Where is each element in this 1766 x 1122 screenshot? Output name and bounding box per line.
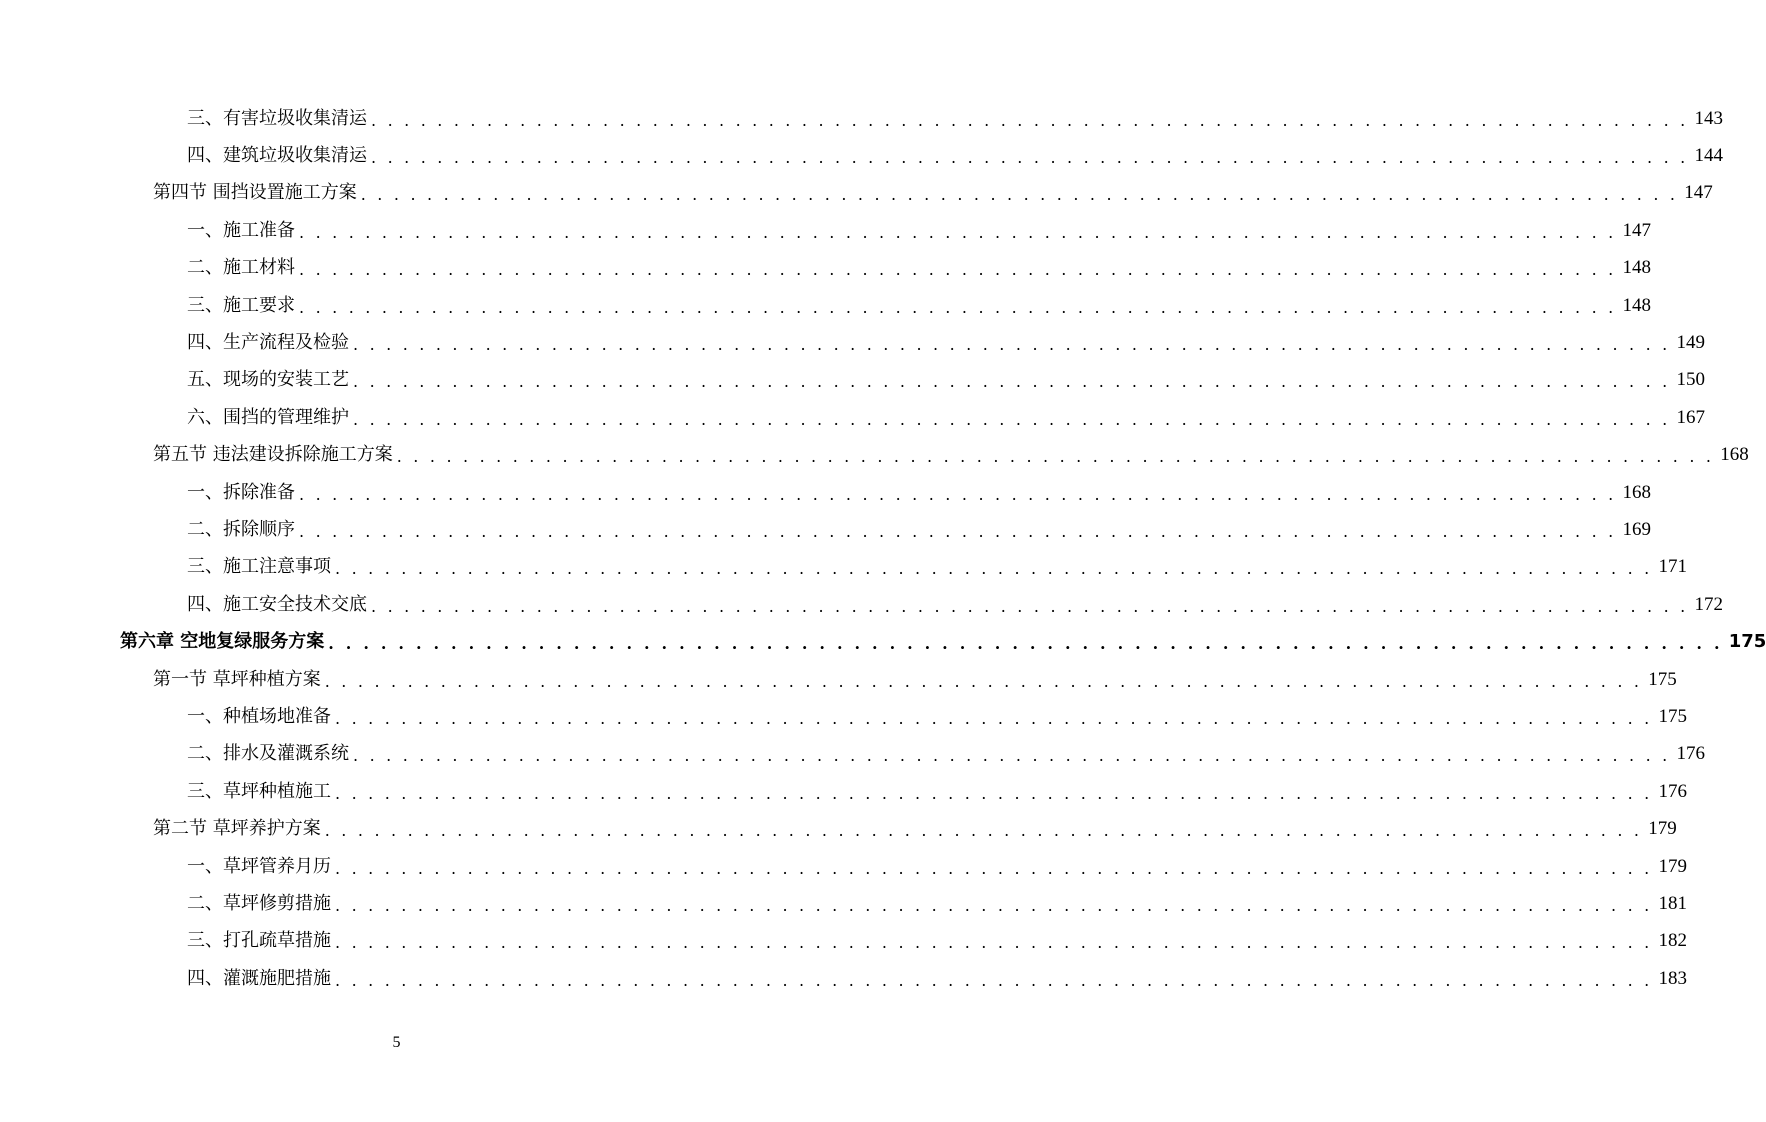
toc-entry-title: 一、拆除准备	[187, 481, 295, 503]
toc-item-entry	[0, 960, 1687, 997]
toc-entry-page: 147	[1684, 182, 1713, 204]
toc-item-entry	[0, 698, 1687, 735]
toc-leader-dots: . . . . . . . . . . . . . . . . . . . . . . . . . . . . . . . . . . . . . . . . . . . . . . . . . . . . . . . . . . . . . . . . . . . . . . . . . . . . . . . .	[335, 970, 1653, 990]
toc-entry-title: 二、施工材料	[187, 257, 295, 279]
toc-entry-page: 148	[1622, 294, 1651, 316]
toc-item-entry	[0, 549, 1687, 586]
toc-entry-page: 149	[1676, 332, 1705, 354]
toc-leader-dots: . . . . . . . . . . . . . . . . . . . . . . . . . . . . . . . . . . . . . . . . . . . . . . . . . . . . . . . . . . . . . . . . . . . . . . . . . . . . . . . .	[353, 372, 1671, 392]
toc-section-entry	[0, 175, 1713, 212]
toc-entry-page: 176	[1676, 743, 1705, 765]
toc-leader-dots: . . . . . . . . . . . . . . . . . . . . . . . . . . . . . . . . . . . . . . . . . . . . . . . . . . . . . . . . . . . . . . . . . . . . . . . . . . . . . . . .	[353, 409, 1671, 429]
toc-entry-page: 168	[1622, 481, 1651, 503]
toc-entry-title: 四、施工安全技术交底	[187, 593, 367, 615]
toc-entry-page: 143	[1694, 107, 1723, 129]
toc-entry-title: 四、生产流程及检验	[187, 332, 349, 354]
toc-entry-title: 三、草坪种植施工	[187, 780, 331, 802]
toc-leader-dots: . . . . . . . . . . . . . . . . . . . . . . . . . . . . . . . . . . . . . . . . . . . . . . . . . . . . . . . . . . . . . . . . . . . . . . . . . . . . . . . .	[396, 447, 1715, 467]
toc-entry-page: 168	[1720, 444, 1749, 466]
toc-leader-dots: . . . . . . . . . . . . . . . . . . . . . . . . . . . . . . . . . . . . . . . . . . . . . . . . . . . . . . . . . . . . . . . . . . . . . . . . . . . . . . . .	[335, 783, 1653, 803]
toc-entry-page: 144	[1694, 145, 1723, 167]
toc-chapter-entry	[0, 623, 1766, 660]
toc-entry-page: 175	[1648, 668, 1677, 690]
toc-section-entry	[0, 810, 1677, 847]
toc-item-entry	[0, 474, 1651, 511]
toc-entry-page: 175	[1728, 631, 1766, 653]
toc-entry-title: 三、施工要求	[187, 294, 295, 316]
toc-entry-title: 二、拆除顺序	[187, 518, 295, 540]
toc-entry-title: 五、现场的安装工艺	[187, 369, 349, 391]
toc-entry-page: 171	[1658, 556, 1687, 578]
toc-entry-title: 四、建筑垃圾收集清运	[187, 145, 367, 167]
toc-entry-page: 183	[1658, 967, 1687, 989]
toc-entry-title: 六、围挡的管理维护	[187, 406, 349, 428]
toc-leader-dots: . . . . . . . . . . . . . . . . . . . . . . . . . . . . . . . . . . . . . . . . . . . . . . . . . . . . . . . . . . . . . . . . . . . . . . . . . . . . . . . .	[335, 858, 1653, 878]
toc-entry-page: 179	[1658, 855, 1687, 877]
toc-entry-title: 一、草坪管养月历	[187, 855, 331, 877]
toc-leader-dots: . . . . . . . . . . . . . . . . . . . . . . . . . . . . . . . . . . . . . . . . . . . . . . . . . . . . . . . . . . . . . . . . . . . . . . . . . . . . . . . .	[335, 933, 1653, 953]
toc-item-entry	[0, 923, 1687, 960]
toc-entry-page: 167	[1676, 406, 1705, 428]
toc-entry-title: 第二节 草坪养护方案	[153, 818, 321, 840]
toc-entry-page: 175	[1658, 705, 1687, 727]
toc-item-entry	[0, 137, 1723, 174]
toc-leader-dots: . . . . . . . . . . . . . . . . . . . . . . . . . . . . . . . . . . . . . . . . . . . . . . . . . . . . . . . . . . . . . . . . . . . . . . . . . . . . . . . .	[299, 297, 1617, 317]
toc-entry-title: 四、灌溉施肥措施	[187, 967, 331, 989]
toc-item-entry	[0, 100, 1723, 137]
toc-item-entry	[0, 511, 1651, 548]
toc-entry-title: 一、施工准备	[187, 219, 295, 241]
toc-leader-dots: . . . . . . . . . . . . . . . . . . . . . . . . . . . . . . . . . . . . . . . . . . . . . . . . . . . . . . . . . . . . . . . . . . . . . . . . . . . . . . . .	[299, 222, 1617, 242]
toc-entry-title: 三、有害垃圾收集清运	[187, 107, 367, 129]
toc-section-entry	[0, 437, 1749, 474]
toc-entry-page: 182	[1658, 930, 1687, 952]
toc-entry-title: 一、种植场地准备	[187, 705, 331, 727]
toc-leader-dots: . . . . . . . . . . . . . . . . . . . . . . . . . . . . . . . . . . . . . . . . . . . . . . . . . . . . . . . . . . . . . . . . . . . . . . . . . . . . . . . .	[371, 596, 1689, 616]
toc-entry-page: 172	[1694, 593, 1723, 615]
toc-leader-dots: . . . . . . . . . . . . . . . . . . . . . . . . . . . . . . . . . . . . . . . . . . . . . . . . . . . . . . . . . . . . . . . . . . . . . . . . . . . . . . . .	[324, 821, 1643, 841]
toc-item-entry	[0, 885, 1687, 922]
toc-item-entry	[0, 287, 1651, 324]
toc-entry-page: 181	[1658, 892, 1687, 914]
toc-leader-dots: . . . . . . . . . . . . . . . . . . . . . . . . . . . . . . . . . . . . . . . . . . . . . . . . . . . . . . . . . . . . . . . . . . . . . . . . . . . . . . . .	[371, 110, 1689, 130]
toc-leader-dots: . . . . . . . . . . . . . . . . . . . . . . . . . . . . . . . . . . . . . . . . . . . . . . . . . . . . . . . . . . . . . . . . . . . . . . . . . . . . . . . .	[335, 708, 1653, 728]
toc-leader-dots: . . . . . . . . . . . . . . . . . . . . . . . . . . . . . . . . . . . . . . . . . . . . . . . . . . . . . . . . . . . . . . . . . . . . . . . . . . . . . . . .	[299, 484, 1617, 504]
toc-leader-dots: . . . . . . . . . . . . . . . . . . . . . . . . . . . . . . . . . . . . . . . . . . . . . . . . . . . . . . . . . . . . . . . . . . . . . . . . . . . . . . . .	[360, 185, 1679, 205]
toc-entry-page: 147	[1622, 219, 1651, 241]
page-number: 5	[392, 1034, 401, 1051]
toc-item-entry	[0, 736, 1705, 773]
toc-leader-dots: . . . . . . . . . . . . . . . . . . . . . . . . . . . . . . . . . . . . . . . . . . . . . . . . . . . . . . . . . . . . . . . . . . . . . . . . . . . . . . . .	[328, 634, 1723, 654]
toc-leader-dots: . . . . . . . . . . . . . . . . . . . . . . . . . . . . . . . . . . . . . . . . . . . . . . . . . . . . . . . . . . . . . . . . . . . . . . . . . . . . . . . .	[371, 148, 1689, 168]
toc-item-entry	[0, 586, 1723, 623]
toc-entry-page: 148	[1622, 257, 1651, 279]
toc-leader-dots: . . . . . . . . . . . . . . . . . . . . . . . . . . . . . . . . . . . . . . . . . . . . . . . . . . . . . . . . . . . . . . . . . . . . . . . . . . . . . . . .	[324, 671, 1643, 691]
toc-leader-dots: . . . . . . . . . . . . . . . . . . . . . . . . . . . . . . . . . . . . . . . . . . . . . . . . . . . . . . . . . . . . . . . . . . . . . . . . . . . . . . . .	[299, 260, 1617, 280]
toc-entry-page: 176	[1658, 780, 1687, 802]
toc-entry-title: 三、打孔疏草措施	[187, 930, 331, 952]
toc-entry-title: 第六章 空地复绿服务方案	[120, 631, 325, 653]
toc-item-entry	[0, 362, 1705, 399]
toc-entry-title: 第四节 围挡设置施工方案	[153, 182, 357, 204]
toc-entry-title: 三、施工注意事项	[187, 556, 331, 578]
toc-entry-title: 二、排水及灌溉系统	[187, 743, 349, 765]
toc-entry-title: 二、草坪修剪措施	[187, 892, 331, 914]
toc-entry-page: 179	[1648, 818, 1677, 840]
toc-item-entry	[0, 848, 1687, 885]
toc-entry-page: 150	[1676, 369, 1705, 391]
toc-entry-title: 第一节 草坪种植方案	[153, 668, 321, 690]
toc-leader-dots: . . . . . . . . . . . . . . . . . . . . . . . . . . . . . . . . . . . . . . . . . . . . . . . . . . . . . . . . . . . . . . . . . . . . . . . . . . . . . . . .	[335, 895, 1653, 915]
toc-entry-title: 第五节 违法建设拆除施工方案	[153, 444, 393, 466]
toc-leader-dots: . . . . . . . . . . . . . . . . . . . . . . . . . . . . . . . . . . . . . . . . . . . . . . . . . . . . . . . . . . . . . . . . . . . . . . . . . . . . . . . .	[353, 746, 1671, 766]
table-of-contents	[0, 100, 1766, 997]
toc-item-entry	[0, 324, 1705, 361]
toc-item-entry	[0, 399, 1705, 436]
toc-leader-dots: . . . . . . . . . . . . . . . . . . . . . . . . . . . . . . . . . . . . . . . . . . . . . . . . . . . . . . . . . . . . . . . . . . . . . . . . . . . . . . . .	[299, 521, 1617, 541]
toc-item-entry	[0, 212, 1651, 249]
toc-section-entry	[0, 661, 1677, 698]
toc-item-entry	[0, 250, 1651, 287]
toc-leader-dots: . . . . . . . . . . . . . . . . . . . . . . . . . . . . . . . . . . . . . . . . . . . . . . . . . . . . . . . . . . . . . . . . . . . . . . . . . . . . . . . .	[335, 559, 1653, 579]
toc-entry-page: 169	[1622, 518, 1651, 540]
toc-item-entry	[0, 773, 1687, 810]
toc-leader-dots: . . . . . . . . . . . . . . . . . . . . . . . . . . . . . . . . . . . . . . . . . . . . . . . . . . . . . . . . . . . . . . . . . . . . . . . . . . . . . . . .	[353, 335, 1671, 355]
